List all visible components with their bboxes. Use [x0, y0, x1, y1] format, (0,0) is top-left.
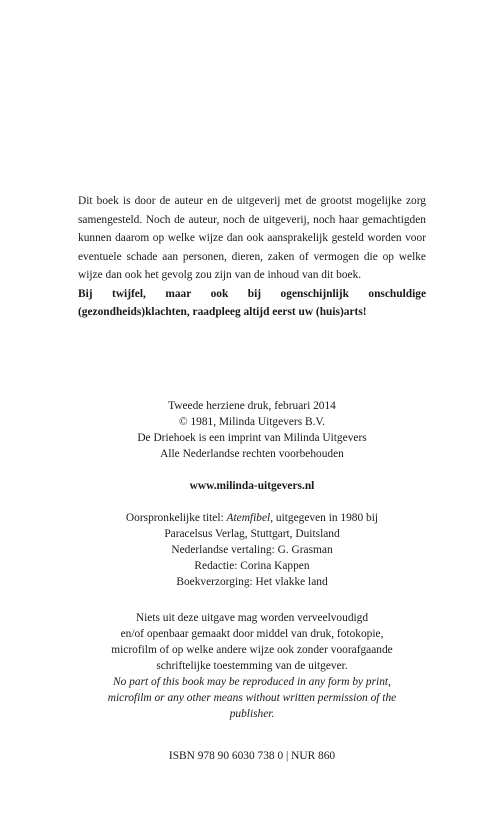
- original-publisher-line: Paracelsus Verlag, Stuttgart, Duitsland: [164, 528, 340, 540]
- design-credit: Boekverzorging: Het vlakke land: [176, 576, 328, 588]
- rights-dutch-line: microfilm of op welke andere wijze ook zonder voorafgaande: [111, 644, 393, 656]
- rights-dutch-line: schriftelijke toestemming van de uitgever.: [156, 660, 348, 672]
- disclaimer-paragraph: [78, 192, 426, 322]
- credits-block: [60, 510, 444, 590]
- original-title-line: [60, 510, 444, 526]
- rights-dutch-line: Niets uit deze uitgave mag worden verveelvoudigd: [135, 612, 369, 624]
- imprint-line: De Driehoek is een imprint van Milinda Uitgevers: [137, 432, 367, 444]
- rights-english-line: publisher.: [229, 708, 275, 720]
- publisher-website: www.milinda-uitgevers.nl: [189, 480, 315, 492]
- rights-english-line: No part of this book may be reproduced in any form by print,: [113, 676, 391, 688]
- original-title-suffix: , uitgegeven in 1980 bij: [270, 512, 379, 524]
- original-title-prefix: Oorspronkelijke titel:: [125, 512, 227, 524]
- rights-english-line: microfilm or any other means without written permission of the: [107, 692, 397, 704]
- disclaimer-text: Dit boek is door de auteur en de uitgeverij met de grootst mogelijke zorg samengesteld. Noch de auteur, noch de uitgeverij, noch haar gemachtigden kunnen daarom op welke wijze dan ook aansprakelijk gesteld worden voor eventuele schade aan personen, dieren, zaken of vermogen die op welke wijze dan ook het gevolg zou zijn van de inhoud van dit boek.: [78, 195, 426, 281]
- original-title: Atemfibel: [226, 512, 271, 524]
- edition-line: Tweede herziene druk, februari 2014: [168, 400, 336, 412]
- rights-reserved-line: Alle Nederlandse rechten voorbehouden: [160, 448, 344, 460]
- editing-credit: Redactie: Corina Kappen: [194, 560, 310, 572]
- edition-info: [60, 398, 444, 462]
- translation-credit: Nederlandse vertaling: G. Grasman: [171, 544, 333, 556]
- isbn-line: ISBN 978 90 6030 738 0 | NUR 860: [168, 750, 336, 762]
- rights-notice: [60, 610, 444, 722]
- rights-dutch-line: en/of openbaar gemaakt door middel van druk, fotokopie,: [120, 628, 384, 640]
- medical-warning: Bij twijfel, maar ook bij ogenschijnlijk onschuldige (gezondheids)klachten, raadpleeg altijd eerst uw (huis)arts!: [78, 287, 426, 318]
- copyright-line: © 1981, Milinda Uitgevers B.V.: [178, 416, 326, 428]
